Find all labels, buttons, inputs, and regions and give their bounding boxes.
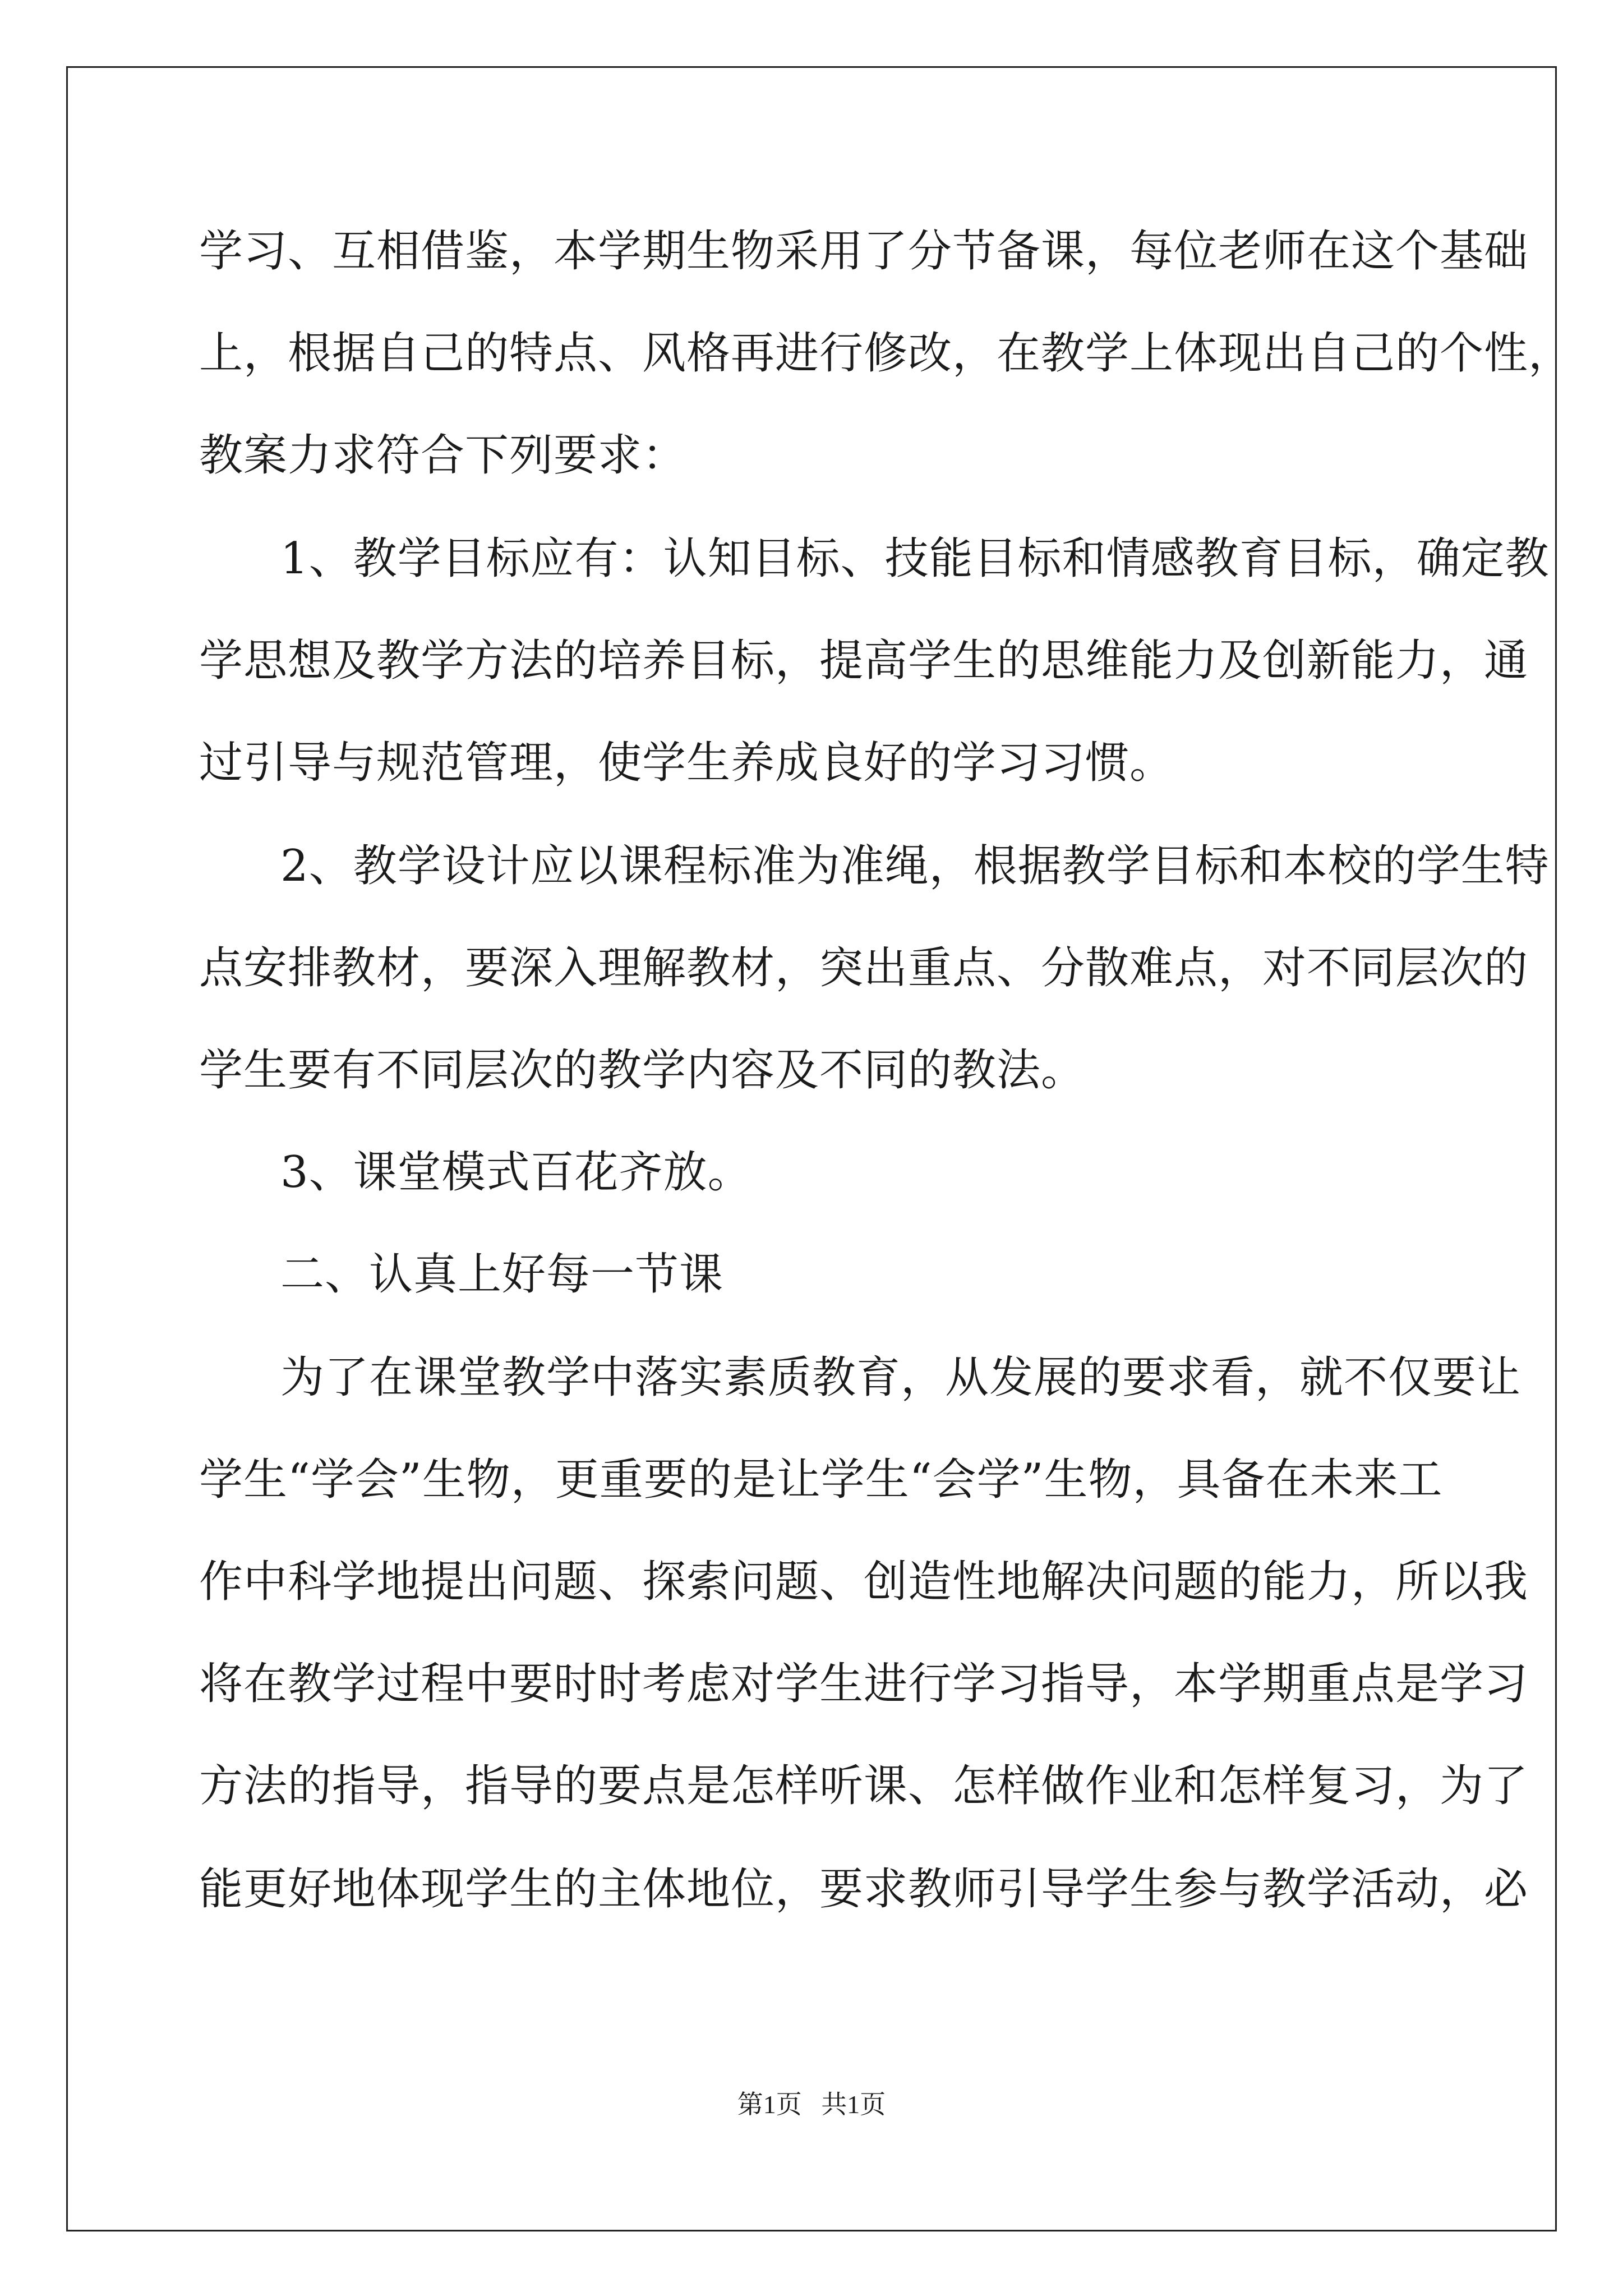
text-line: 能更好地体现学生的主体地位，要求教师引导学生参与教学活动，必 — [199, 1864, 1529, 1915]
text-line: 学习、互相借鉴，本学期生物采用了分节备课，每位老师在这个基础 — [199, 226, 1529, 277]
page-footer: 第1页 共1页 — [737, 2090, 886, 2119]
section-heading: 二、认真上好每一节课 — [280, 1249, 724, 1300]
text-line: 学生要有不同层次的教学内容及不同的教法。 — [199, 1045, 1086, 1096]
text-line: 为了在课堂教学中落实素质教育，从发展的要求看，就不仅要让 — [280, 1352, 1521, 1403]
text-line: 教案力求符合下列要求： — [199, 430, 687, 481]
text-line: 过引导与规范管理，使学生养成良好的学习习惯。 — [199, 738, 1174, 788]
text-line: 方法的指导，指导的要点是怎样听课、怎样做作业和怎样复习，为了 — [199, 1761, 1529, 1811]
text-line: 点安排教材，要深入理解教材，突出重点、分散难点，对不同层次的 — [199, 943, 1529, 993]
text-line: 作中科学地提出问题、探索问题、创造性地解决问题的能力，所以我 — [199, 1557, 1529, 1607]
text-line: 学生“学会”生物，更重要的是让学生“会学”生物，具备在未来工 — [199, 1455, 1443, 1505]
text-line: 1、教学目标应有：认知目标、技能目标和情感教育目标，确定教 — [280, 533, 1550, 584]
text-line: 上，根据自己的特点、风格再进行修改，在教学上体现出自己的个性， — [199, 328, 1573, 379]
text-line: 3、课堂模式百花齐放。 — [280, 1147, 752, 1198]
text-line: 将在教学过程中要时时考虑对学生进行学习指导，本学期重点是学习 — [199, 1659, 1529, 1709]
text-line: 学思想及教学方法的培养目标，提高学生的思维能力及创新能力，通 — [199, 636, 1529, 686]
text-line: 2、教学设计应以课程标准为准绳，根据教学目标和本校的学生特 — [280, 841, 1550, 891]
